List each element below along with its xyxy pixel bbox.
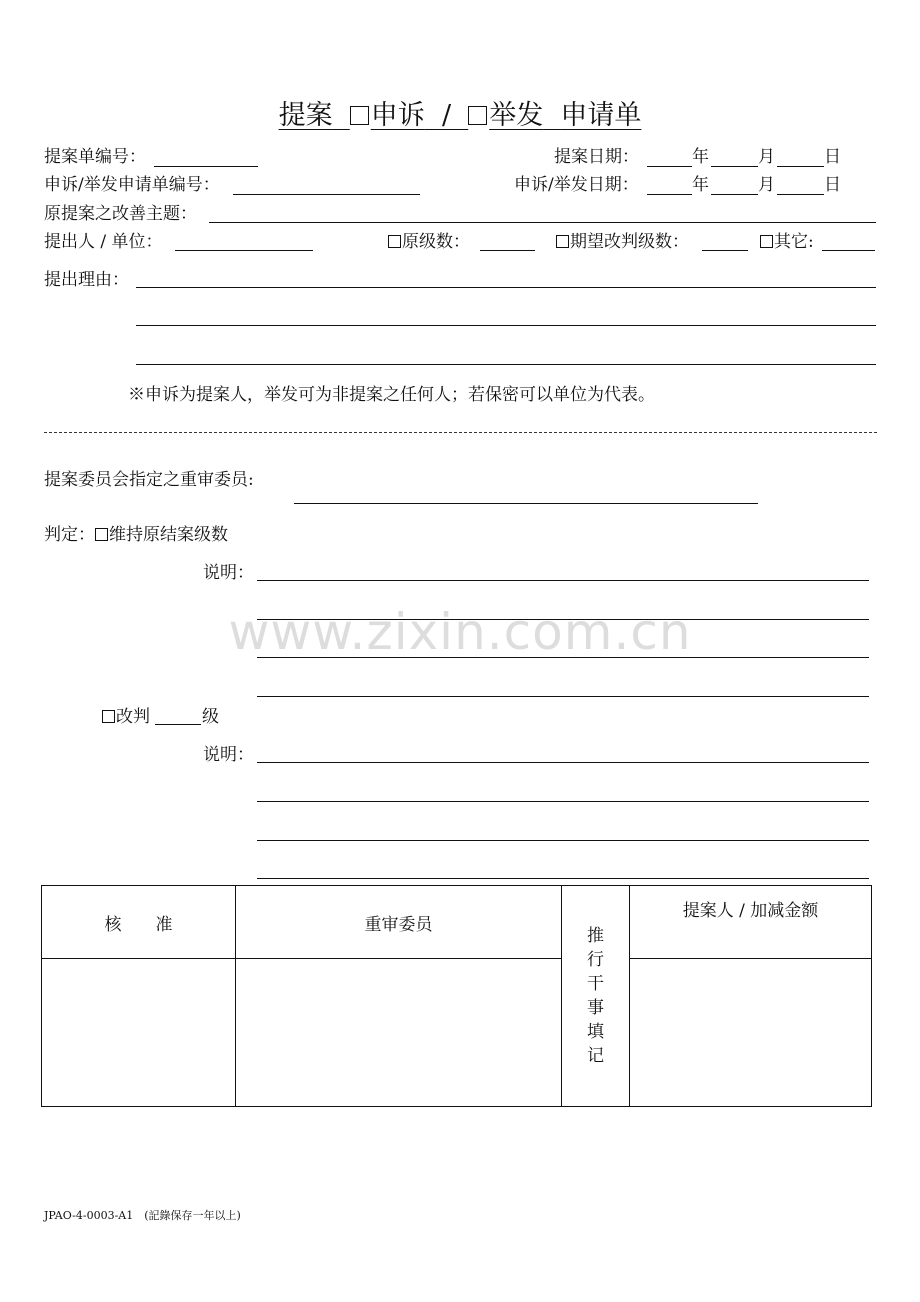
- proposer-field[interactable]: [175, 250, 313, 251]
- orig-grade-field[interactable]: [480, 250, 535, 251]
- form-title: [0, 98, 920, 134]
- expected-grade-group: [556, 231, 689, 253]
- proposal-day-label: 日: [824, 147, 841, 167]
- appeal-date-label: 申诉/举发日期：: [514, 175, 639, 195]
- title-separator: /: [441, 100, 452, 131]
- officer-char-3: 干: [587, 974, 604, 994]
- reviewer-cell[interactable]: [236, 959, 562, 1107]
- reason-line-1[interactable]: [136, 287, 876, 288]
- title-report: 举发: [489, 100, 544, 131]
- title-appeal-checkbox[interactable]: [350, 106, 369, 125]
- appeal-month-field[interactable]: [711, 194, 758, 195]
- officer-header: [562, 886, 630, 1107]
- explain-2-line-1[interactable]: [257, 762, 869, 763]
- proposal-no-label: 提案单编号：: [44, 147, 146, 167]
- explain-2-line-2[interactable]: [257, 801, 869, 802]
- expected-grade-field[interactable]: [702, 250, 748, 251]
- appeal-no-field[interactable]: [233, 194, 420, 195]
- approve-cell[interactable]: [42, 959, 236, 1107]
- other-label: 其它:: [774, 232, 814, 252]
- reason-line-2[interactable]: [136, 325, 876, 326]
- original-subject-field[interactable]: [209, 222, 876, 223]
- appeal-month-label: 月: [758, 175, 775, 195]
- other-group: [760, 231, 814, 253]
- explain-1-line-1[interactable]: [257, 580, 869, 581]
- explain-label-2: 说明：: [203, 745, 254, 765]
- appeal-year-field[interactable]: [647, 194, 692, 195]
- reason-line-3[interactable]: [136, 364, 876, 365]
- reason-label: 提出理由：: [44, 270, 129, 290]
- approve-header: 核 准: [42, 886, 236, 959]
- proposal-year-field[interactable]: [647, 166, 692, 167]
- form-code-footer: JPAO-4-0003-A1 (記錄保存一年以上): [44, 1209, 241, 1222]
- proposer-label: 提出人 / 单位：: [44, 232, 163, 252]
- title-proposal: 提案: [278, 100, 333, 131]
- cut-line-divider: [44, 432, 877, 433]
- orig-grade-checkbox[interactable]: [388, 235, 401, 248]
- officer-char-1: 推: [587, 926, 604, 946]
- change-grade-checkbox[interactable]: [102, 710, 115, 723]
- maintain-label: 维持原结案级数: [109, 525, 228, 545]
- judgment-label: 判定：: [44, 525, 95, 545]
- appeal-day-label: 日: [824, 175, 841, 195]
- appeal-year-label: 年: [692, 175, 709, 195]
- proposal-year-label: 年: [692, 147, 709, 167]
- watermark: www.zixin.com.cn: [228, 603, 692, 661]
- explain-2-line-3[interactable]: [257, 840, 869, 841]
- judgment-row: [44, 524, 228, 546]
- explain-1-line-4[interactable]: [257, 696, 869, 697]
- proposal-day-field[interactable]: [777, 166, 824, 167]
- proposer-amount-header: 提案人 / 加减金额: [630, 886, 872, 959]
- reviewer-header: 重审委员: [236, 886, 562, 959]
- officer-char-5: 填: [587, 1022, 604, 1042]
- officer-char-4: 事: [587, 998, 604, 1018]
- original-subject-label: 原提案之改善主题：: [44, 204, 197, 224]
- proposal-no-field[interactable]: [154, 166, 258, 167]
- expected-grade-checkbox[interactable]: [556, 235, 569, 248]
- appeal-note: ※申诉为提案人，举发可为非提案之任何人；若保密可以单位为代表。: [128, 385, 655, 405]
- explain-2-line-4[interactable]: [257, 878, 869, 879]
- proposal-date-label: 提案日期：: [554, 147, 639, 167]
- assigned-reviewer-field[interactable]: [294, 503, 758, 504]
- other-field[interactable]: [822, 250, 875, 251]
- proposer-amount-cell[interactable]: [630, 959, 872, 1107]
- orig-grade-label: 原级数：: [402, 232, 470, 252]
- appeal-no-label: 申诉/举发申请单编号：: [44, 175, 220, 195]
- change-grade-row: [102, 706, 150, 728]
- signature-table: [41, 885, 872, 1107]
- proposal-month-field[interactable]: [711, 166, 758, 167]
- other-checkbox[interactable]: [760, 235, 773, 248]
- change-grade-field[interactable]: [155, 724, 201, 725]
- change-grade-label: 改判: [116, 707, 150, 727]
- orig-grade-group: [388, 231, 470, 253]
- grade-suffix: 级: [202, 707, 219, 727]
- appeal-day-field[interactable]: [777, 194, 824, 195]
- explain-label-1: 说明：: [203, 563, 254, 583]
- maintain-checkbox[interactable]: [95, 528, 108, 541]
- title-report-checkbox[interactable]: [468, 106, 487, 125]
- proposal-month-label: 月: [758, 147, 775, 167]
- expected-grade-label: 期望改判级数：: [570, 232, 689, 252]
- officer-char-2: 行: [587, 950, 604, 970]
- title-application-form: 申请单: [560, 100, 642, 131]
- assigned-reviewer-label: 提案委员会指定之重审委员:: [44, 470, 254, 490]
- title-appeal: 申诉: [370, 100, 425, 131]
- officer-char-6: 记: [587, 1046, 604, 1066]
